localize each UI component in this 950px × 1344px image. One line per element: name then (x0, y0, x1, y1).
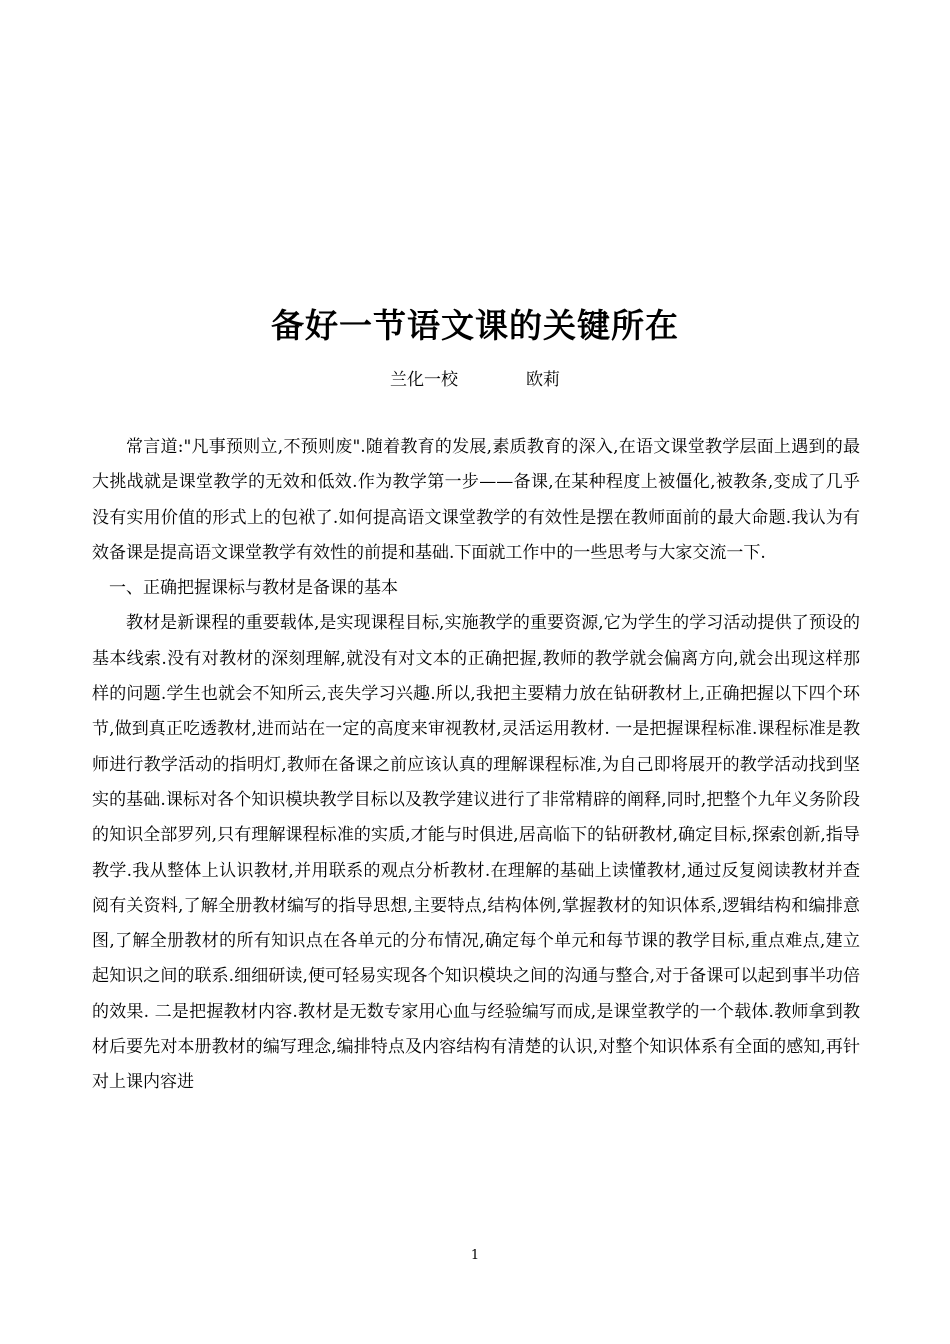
byline (0, 366, 950, 394)
page-number: 1 (470, 1248, 480, 1263)
intro-paragraph: 常言道:"凡事预则立,不预则废".随着教育的发展,素质教育的深入,在语文课堂教学层面上遇到的最大挑战就是课堂教学的无效和低效.作为教学第一步——备课,在某种程度上被僵化,被教条,变成了几乎没有实用价值的形式上的包袱了.如何提高语文课堂教学的有效性是摆在教师面前的最大命题.我认为有效备课是提高语文课堂教学有效性的前提和基础.下面就工作中的一些思考与大家交流一下. (92, 437, 860, 563)
section-paragraph: 教材是新课程的重要载体,是实现课程目标,实施教学的重要资源,它为学生的学习活动提供了预设的基本线索.没有对教材的深刻理解,就没有对文本的正确把握,教师的教学就会偏离方向,就会出现这样那样的问题.学生也就会不知所云,丧失学习兴趣.所以,我把主要精力放在钻研教材上,正确把握以下四个环节,做到真正吃透教材,进而站在一定的高度来审视教材,灵活运用教材. 一是把握课程标准.课程标准是教师进行教学活动的指明灯,教师在备课之前应该认真的理解课程标准,为自己即将展开的教学活动找到坚实的基础.课标对各个知识模块教学目标以及教学建议进行了非常精辟的阐释,同时,把整个九年义务阶段的知识全部罗列,只有理解课程标准的实质,才能与时俱进,居高临下的钻研教材,确定目标,探索创新,指导教学.我从整体上认识教材,并用联系的观点分析教材.在理解的基础上读懂教材,通过反复阅读教材并查阅有关资料,了解全册教材编写的指导思想,主要特点,结构体例,掌握教材的知识体系,逻辑结构和编排意图,了解全册教材的所有知识点在各单元的分布情况,确定每个单元和每节课的教学目标,重点难点,建立起知识之间的联系.细细研读,便可轻易实现各个知识模块之间的沟通与整合,对于备课可以起到事半功倍的效果. 二是把握教材内容.教材是无数专家用心血与经验编写而成,是课堂教学的一个载体.教师拿到教材后要先对本册教材的编写理念,编排特点及内容结构有清楚的认识,对整个知识体系有全面的感知,再针对上课内容进 (92, 613, 860, 1093)
author-name: 欧莉 (526, 370, 560, 390)
school-name: 兰化一校 (390, 370, 458, 390)
document-title: 备好一节语文课的关键所在 (271, 306, 679, 345)
section-heading: 一、正确把握课标与教材是备课的基本 (109, 578, 398, 599)
document-body (92, 430, 860, 1101)
